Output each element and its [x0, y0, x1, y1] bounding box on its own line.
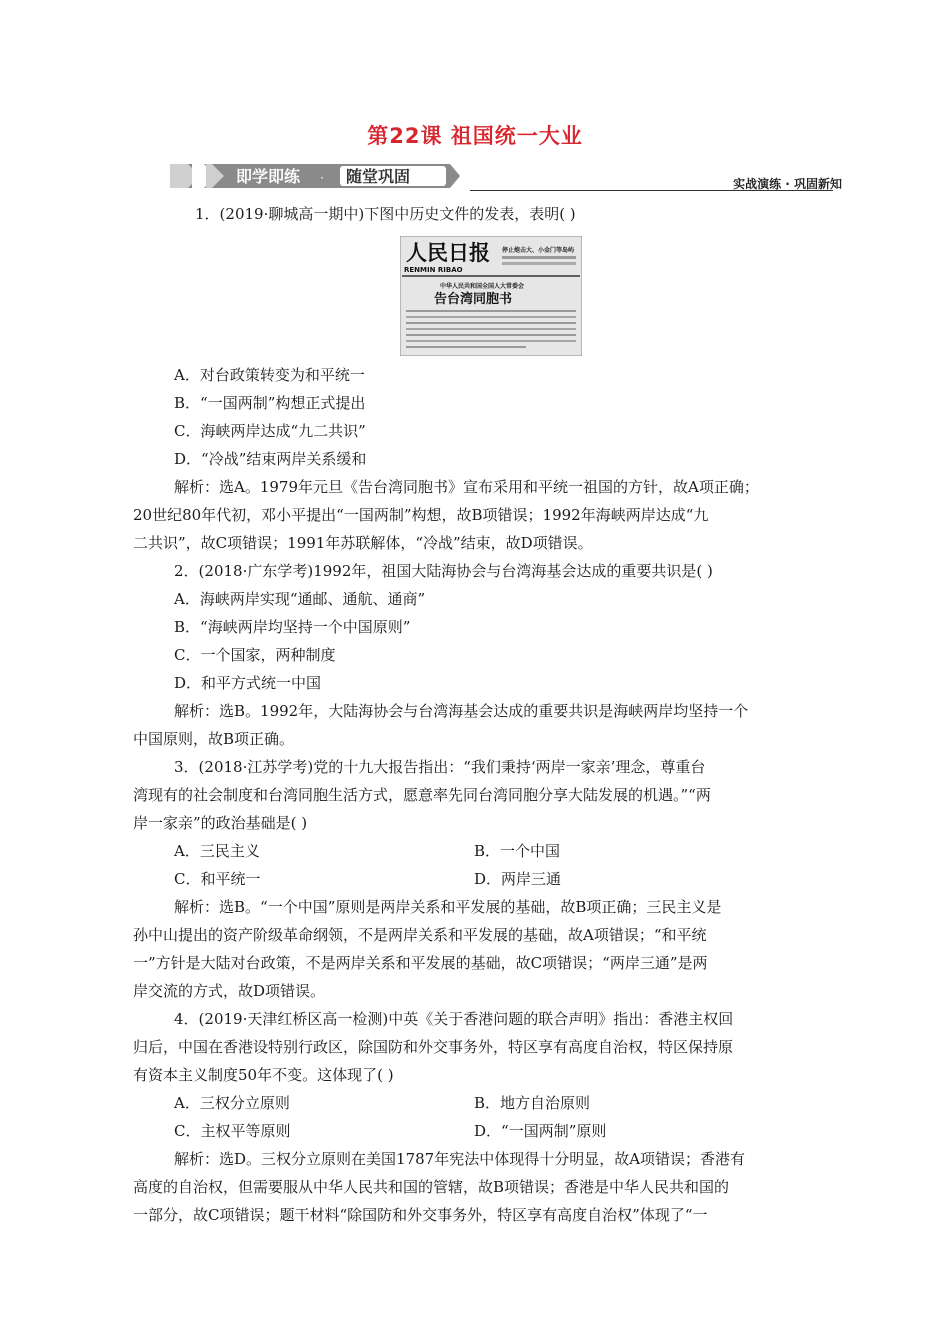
q4-option-a: A．三权分立原则 [174, 1094, 290, 1112]
question-1-stem: 1．(2019·聊城高一期中)下图中历史文件的发表，表明( ) [195, 205, 576, 223]
newspaper-headline: 告台湾同胞书 [434, 292, 513, 307]
q2-option-d: D．和平方式统一中国 [174, 674, 322, 692]
q3-analysis-line-1: 解析：选B。“一个中国”原则是两岸关系和平发展的基础，故B项正确；三民主义是 [174, 898, 722, 916]
section-banner [170, 160, 470, 192]
question-4-stem-line-3: 有资本主义制度50年不变。这体现了( ) [133, 1066, 394, 1084]
q3-option-d: D．两岸三通 [474, 870, 562, 888]
question-3-stem-line-2: 湾现有的社会制度和台湾同胞生活方式，愿意率先同台湾同胞分享大陆发展的机遇。”“两 [133, 786, 711, 804]
q4-option-d: D．“一国两制”原则 [474, 1122, 607, 1140]
banner-label-left: 即学即练 [236, 167, 301, 186]
q4-option-c: C．主权平等原则 [174, 1122, 291, 1140]
q3-option-c: C．和平统一 [174, 870, 261, 888]
q2-analysis-line-1: 解析：选B。1992年，大陆海协会与台湾海基会达成的重要共识是海峡两岸均坚持一个 [174, 702, 749, 720]
q4-analysis-line-1: 解析：选D。三权分立原则在美国1787年宪法中体现得十分明显，故A项错误；香港有 [174, 1150, 746, 1168]
q1-analysis-line-3: 二共识”，故C项错误；1991年苏联解体，“冷战”结束，故D项错误。 [133, 534, 593, 552]
newspaper-image [400, 236, 582, 356]
q3-analysis-line-3: 一”方针是大陆对台政策，不是两岸关系和平发展的基础，故C项错误；“两岸三通”是两 [133, 954, 708, 972]
newspaper-masthead-latin: RENMIN RIBAO [404, 266, 463, 274]
q2-option-b: B．“海峡两岸均坚持一个中国原则” [174, 618, 411, 636]
q1-option-a: A．对台政策转变为和平统一 [174, 366, 365, 384]
q3-analysis-line-4: 岸交流的方式，故D项错误。 [133, 982, 326, 1000]
q4-option-b: B．地方自治原则 [474, 1094, 591, 1112]
question-4-stem-line-1: 4．(2019·天津红桥区高一检测)中英《关于香港问题的联合声明》指出：香港主权回 [174, 1010, 734, 1028]
q1-option-d: D．“冷战”结束两岸关系缓和 [174, 450, 367, 468]
newspaper-masthead: 人民日报 [406, 240, 490, 265]
q3-option-b: B．一个中国 [474, 842, 561, 860]
q1-analysis-line-2: 20世纪80年代初，邓小平提出“一国两制”构想，故B项错误；1992年海峡两岸达成“九 [133, 506, 709, 524]
q2-analysis-line-2: 中国原则，故B项正确。 [133, 730, 295, 748]
question-2-stem: 2．(2018·广东学考)1992年，祖国大陆海协会与台湾海基会达成的重要共识是( ) [174, 562, 713, 580]
q1-option-b: B．“一国两制”构想正式提出 [174, 394, 366, 412]
q2-option-a: A．海峡两岸实现“通邮、通航、通商” [174, 590, 426, 608]
newspaper-subhead: 中华人民共和国全国人大常委会 [440, 283, 525, 290]
banner-tagline: 实战演练 · 巩固新知 [733, 177, 842, 191]
question-3-stem-line-3: 岸一家亲”的政治基础是( ) [133, 814, 308, 832]
question-3-stem-line-1: 3．(2018·江苏学考)党的十九大报告指出：“我们秉持‘两岸一家亲’理念，尊重台 [174, 758, 706, 776]
newspaper-side-headline: 停止炮击大、小金门等岛屿 [502, 247, 575, 254]
lesson-title: 第22课 祖国统一大业 [367, 124, 583, 148]
q3-option-a: A．三民主义 [174, 842, 260, 860]
q4-analysis-line-2: 高度的自治权，但需要服从中华人民共和国的管辖，故B项错误；香港是中华人民共和国的 [133, 1178, 730, 1196]
q3-analysis-line-2: 孙中山提出的资产阶级革命纲领，不是两岸关系和平发展的基础，故A项错误；“和平统 [133, 926, 707, 944]
svg-text:·: · [320, 171, 324, 185]
q4-analysis-line-3: 一部分，故C项错误；题干材料“除国防和外交事务外，特区享有高度自治权”体现了“一 [133, 1206, 708, 1224]
question-4-stem-line-2: 归后，中国在香港设特别行政区，除国防和外交事务外，特区享有高度自治权，特区保持原 [133, 1038, 734, 1056]
q1-option-c: C．海峡两岸达成“九二共识” [174, 422, 366, 440]
banner-label-right: 随堂巩固 [346, 167, 411, 186]
q2-option-c: C．一个国家，两种制度 [174, 646, 336, 664]
q1-analysis-line-1: 解析：选A。1979年元旦《告台湾同胞书》宣布采用和平统一祖国的方针，故A项正确； [174, 478, 759, 496]
